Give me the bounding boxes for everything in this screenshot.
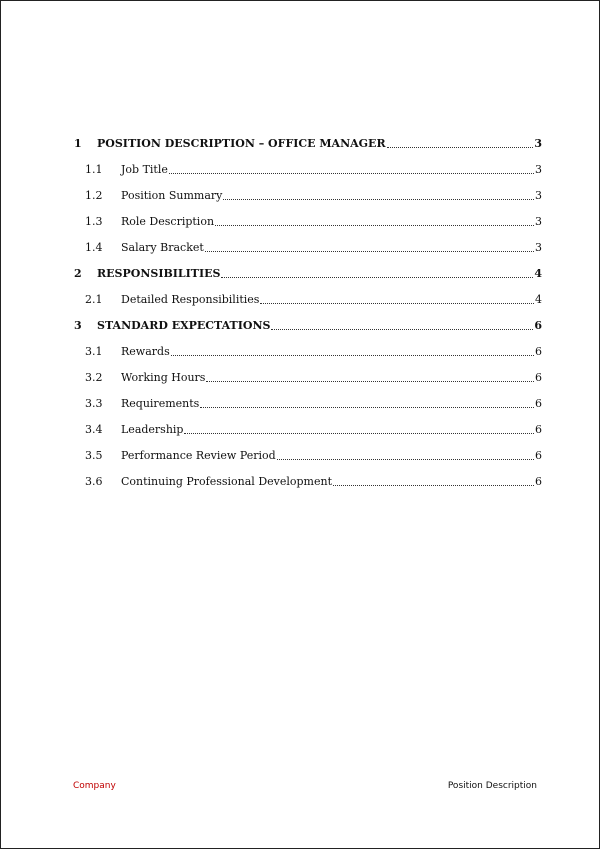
toc-entry-number: 3 [74,319,82,332]
toc-entry[interactable] [1,307,599,333]
toc-entry-title: Salary Bracket [121,241,204,254]
toc-entry-title: Working Hours [121,371,206,384]
toc-entry-title: RESPONSIBILITIES [97,267,221,280]
toc-entry-page: 3 [535,215,542,228]
toc-entry-page: 3 [534,137,542,150]
toc-entry-title: Continuing Professional Development [121,475,333,488]
toc-entry-title: Position Summary [121,189,223,202]
toc-entry-title: Leadership [121,423,184,436]
toc-entry-page: 6 [535,475,542,488]
toc-entry-title: Rewards [121,345,170,358]
toc-entry-title: Role Description [121,215,215,228]
toc-entry-page: 6 [535,423,542,436]
dot-leader [260,302,534,304]
toc-entry[interactable] [1,385,599,411]
dot-leader [271,328,533,330]
toc-entry[interactable] [1,463,599,489]
dot-leader [206,380,534,382]
toc-entry-page: 4 [535,293,542,306]
toc-entry-title: Job Title [121,163,168,176]
dot-leader [184,432,534,434]
toc-entry-page: 6 [535,371,542,384]
toc-entry-title: Requirements [121,397,200,410]
toc-entry-title: POSITION DESCRIPTION – OFFICE MANAGER [97,137,386,150]
toc-entry-page: 4 [534,267,542,280]
dot-leader [333,484,534,486]
toc-entry-page: 3 [535,189,542,202]
toc-entry-page: 3 [535,163,542,176]
toc-entry[interactable] [1,255,599,281]
footer-document-title: Position Description [447,781,537,791]
toc-entry-title: Performance Review Period [121,449,276,462]
toc-entry-number: 1 [74,137,82,150]
toc-entry-number: 3.3 [85,397,103,410]
toc-entry-title: Detailed Responsibilities [121,293,260,306]
dot-leader [200,406,534,408]
toc-entry[interactable] [1,281,599,307]
dot-leader [205,250,534,252]
toc-entry-number: 2 [74,267,82,280]
toc-entry-number: 1.4 [85,241,103,254]
toc-entry[interactable] [1,229,599,255]
toc-entry-number: 1.1 [85,163,103,176]
toc-entry-number: 3.6 [85,475,103,488]
toc-entry-page: 6 [535,397,542,410]
dot-leader [277,458,534,460]
toc-entry-number: 2.1 [85,293,103,306]
dot-leader [215,224,534,226]
toc-entry[interactable] [1,437,599,463]
toc-entry-title: STANDARD EXPECTATIONS [97,319,271,332]
dot-leader [387,146,534,148]
toc-entry-page: 6 [535,449,542,462]
toc-entry[interactable] [1,125,599,151]
dot-leader [171,354,534,356]
toc-entry[interactable] [1,151,599,177]
toc-entry-page: 6 [534,319,542,332]
toc-entry[interactable] [1,333,599,359]
toc-entry-number: 3.5 [85,449,103,462]
dot-leader [223,198,534,200]
dot-leader [169,172,534,174]
footer-company: Company [73,781,116,791]
toc-entry-number: 3.2 [85,371,103,384]
toc-entry[interactable] [1,411,599,437]
toc-entry[interactable] [1,177,599,203]
toc-entry-number: 3.1 [85,345,103,358]
toc-entry[interactable] [1,359,599,385]
toc-entry-number: 3.4 [85,423,103,436]
toc-entry-number: 1.2 [85,189,103,202]
toc-entry-page: 6 [535,345,542,358]
toc-entry-number: 1.3 [85,215,103,228]
toc-entry[interactable] [1,203,599,229]
toc-entry-page: 3 [535,241,542,254]
dot-leader [221,276,533,278]
